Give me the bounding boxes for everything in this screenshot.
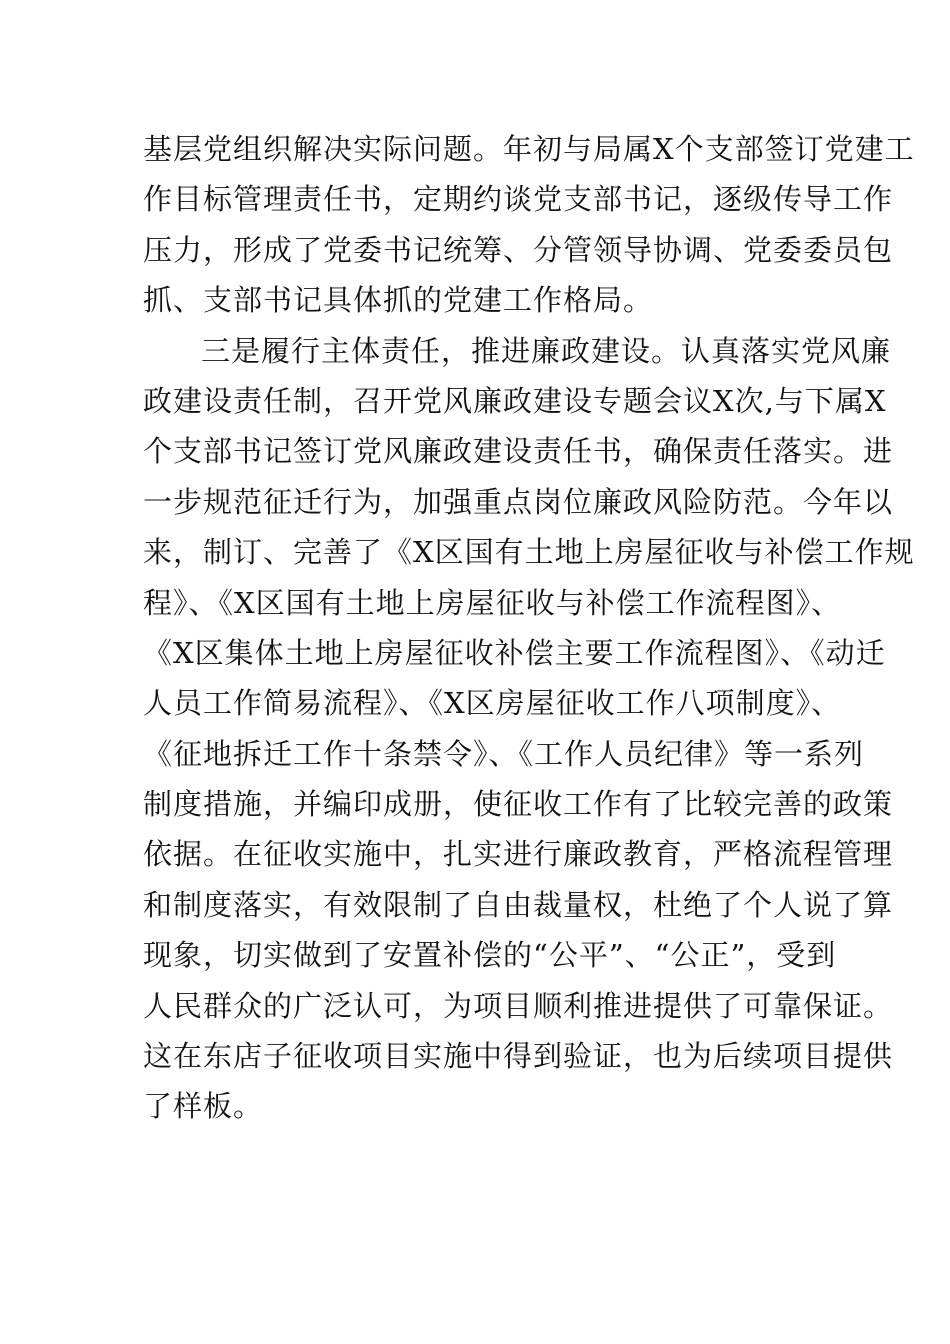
text-line: 程》、《X区国有土地上房屋征收与补偿工作流程图》、 (143, 585, 842, 620)
text-line: 人民群众的广泛认可，为项目顺利推进提供了可靠保证。 (143, 988, 894, 1023)
text-line: 了样板。 (143, 1089, 264, 1124)
text-line: 个支部书记签订党风廉政建设责任书，确保责任落实。进 (143, 434, 894, 469)
text-line: 和制度落实，有效限制了自由裁量权，杜绝了个人说了算 (143, 887, 894, 922)
text-line: 人员工作简易流程》、《X区房屋征收工作八项制度》、 (143, 686, 842, 721)
text-line: 基层党组织解决实际问题。年初与局属X个支部签订党建工 (143, 132, 915, 166)
text-line: 《X区集体土地上房屋征收补偿主要工作流程图》、《动迁 (143, 635, 886, 670)
text-line: 压力，形成了党委书记统筹、分管领导协调、党委委员包 (143, 232, 894, 267)
text-line: 依据。在征收实施中，扎实进行廉政教育，严格流程管理 (143, 837, 894, 872)
text-line: 《征地拆迁工作十条禁令》、《工作人员纪律》等一系列 (143, 736, 865, 771)
text-line: 制度措施，并编印成册，使征收工作有了比较完善的政策 (143, 787, 894, 822)
body-text (143, 124, 915, 1132)
text-line: 抓、支部书记具体抓的党建工作格局。 (143, 283, 654, 318)
text-line: 这在东店子征收项目实施中得到验证，也为后续项目提供 (143, 1039, 894, 1074)
text-line: 来，制订、完善了《X区国有土地上房屋征收与补偿工作规 (143, 535, 915, 570)
text-line: 一步规范征迁行为，加强重点岗位廉政风险防范。今年以 (143, 484, 894, 519)
paragraph-first-line: 三是履行主体责任，推进廉政建设。认真落实党风廉 (201, 333, 892, 368)
text-line: 政建设责任制，召开党风廉政建设专题会议X次,与下属X (143, 383, 887, 418)
text-line: 现象，切实做到了安置补偿的“公平”、“公正”，受到 (143, 938, 837, 973)
text-line: 作目标管理责任书，定期约谈党支部书记，逐级传导工作 (143, 182, 894, 217)
